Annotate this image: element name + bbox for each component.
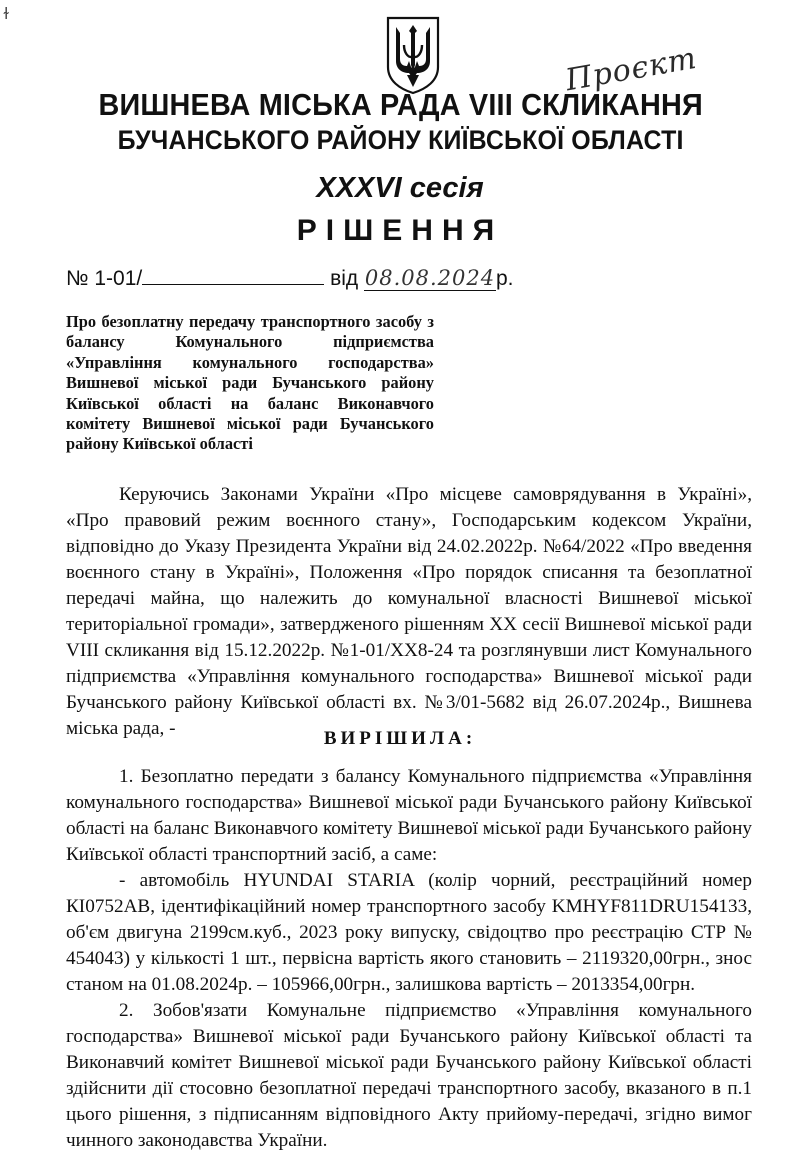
decision-date-prefix: від xyxy=(330,267,359,290)
draft-handwritten-mark: Проєкт xyxy=(562,40,700,99)
trident-coat-of-arms-icon xyxy=(384,15,442,95)
decision-title: РІШЕННЯ xyxy=(296,214,504,247)
decision-item-1-vehicle: - автомобіль HYUNDAI STARIA (колір чорний, реєстраційний номер КІ0752АВ, ідентифікаційний номер транспортного засобу KMHYF811DRU154133, об'єм двигуна 2199см.куб., 2023 року випуску, свідоцтво про реєстрацію СТР № 454043) у кількості 1 шт., первісна вартість якого становить – 2119320,00грн., знос станом на 01.08.2024р. – 105966,00грн., залишкова вартість – 2013354,00грн. xyxy=(66,870,752,995)
preamble-paragraph: Керуючись Законами України «Про місцеве самоврядування в Україні», «Про правовий режим воєнного стану», Господарським кодексом України, відповідно до Указу Президента України від 24.02.2022р. №64/2022 «Про введення воєнного стану в Україні», Положення «Про порядок списання та безоплатної передачі майна, що належить до комунальної власності Вишневої міської територіальної громади», затвердженого рішенням XX сесії Вишневої міської ради VIII скликання від 15.12.2022р. №1-01/XX8-24 та розглянувши лист Комунального підприємства «Управління комунального господарства» Вишневої міської ради Бучанського району Київської області вх. №3/01-5682 від 26.07.2024р., Вишнева міська рада, - xyxy=(66,484,752,739)
decision-number-prefix: № 1-01/ xyxy=(66,267,143,290)
session-label: XXXVI сесія xyxy=(316,172,484,204)
corner-mark: ɫ xyxy=(3,4,10,23)
council-district: БУЧАНСЬКОГО РАЙОНУ КИЇВСЬКОЇ ОБЛАСТІ xyxy=(117,125,684,155)
decision-item-2: 2. Зобов'язати Комунальне підприємство «Управління комунального господарства» Вишневої міської ради Бучанського району Київської області та Виконавчий комітет Вишневої міської ради Бучанського району Київської області здійснити дії стосовно безоплатної передачі транспортного засобу, вказаного в п.1 цього рішення, з підписанням відповідного Акту прийому-передачі, згідно вимог чинного законодавства України. xyxy=(66,1000,752,1151)
council-title: ВИШНЕВА МІСЬКА РАДА VIII СКЛИКАННЯ xyxy=(98,87,703,122)
decision-subject: Про безоплатну передачу транспортного засобу з балансу Комунального підприємства «Управління комунального господарства» Вишневої міської ради Бучанського району Київської області на баланс Виконавчого комітету Вишневої міської ради Бучанського району Київської області xyxy=(66,312,434,454)
decided-heading: ВИРІШИЛА: xyxy=(323,728,477,749)
decision-number-blank xyxy=(142,266,324,285)
decision-number-line xyxy=(66,266,514,291)
decision-date-handwritten: 08.08.2024 xyxy=(364,266,496,290)
decision-date-suffix: р. xyxy=(496,267,514,290)
decision-item-1: 1. Безоплатно передати з балансу Комунального підприємства «Управління комунального господарства» Вишневої міської ради Бучанського району Київської області на баланс Виконавчого комітету Вишневої міської ради Бучанського району Київської області транспортний засіб, а саме: xyxy=(66,766,752,865)
